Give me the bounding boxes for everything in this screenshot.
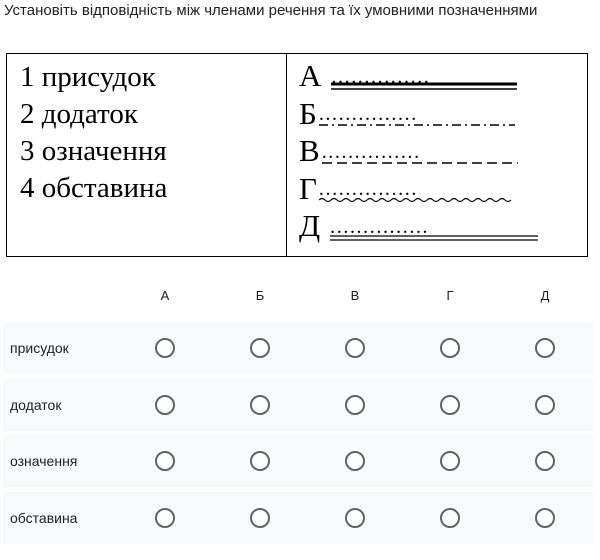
radio-button[interactable] xyxy=(535,451,555,471)
column-header: Г xyxy=(446,288,454,303)
question-image xyxy=(6,53,588,257)
symbols-list xyxy=(287,54,587,256)
radio-button[interactable] xyxy=(440,508,460,528)
row-label: присудок xyxy=(10,340,69,356)
symbol-row-c xyxy=(299,132,587,170)
column-header: В xyxy=(350,288,360,303)
column-header: А xyxy=(160,288,170,303)
row-label: обставина xyxy=(10,510,78,526)
radio-button[interactable] xyxy=(250,395,270,415)
wavy-line-icon xyxy=(319,170,519,207)
dashed-line-icon xyxy=(322,133,522,170)
symbol-letter: Д xyxy=(299,208,321,243)
radio-button[interactable] xyxy=(535,338,555,358)
symbol-letter: Г xyxy=(299,170,317,206)
row-label: означення xyxy=(10,453,78,469)
radio-button[interactable] xyxy=(250,338,270,358)
radio-button[interactable] xyxy=(345,395,365,415)
member-item: 1 присудок xyxy=(20,61,156,93)
radio-button[interactable] xyxy=(345,338,365,358)
column-header: Б xyxy=(255,288,265,303)
radio-button[interactable] xyxy=(535,508,555,528)
grid-row-prysudok xyxy=(3,322,593,374)
predicate-underline-icon: ............... xyxy=(331,58,521,95)
object-underline-icon: ............... xyxy=(319,95,519,132)
question-title: Установіть відповідність між членами речення та їх умовними позначеннями xyxy=(4,2,538,19)
radio-button[interactable] xyxy=(250,451,270,471)
symbol-row-d xyxy=(299,170,587,208)
sentence-members-list xyxy=(7,54,287,256)
radio-button[interactable] xyxy=(345,451,365,471)
radio-button[interactable] xyxy=(535,395,555,415)
row-label: додаток xyxy=(10,397,62,413)
radio-button[interactable] xyxy=(440,451,460,471)
grid-row-obstavyna xyxy=(3,492,593,544)
symbol-letter: Б xyxy=(299,95,317,131)
member-item: 3 означення xyxy=(20,135,167,167)
column-header: Д xyxy=(540,288,550,303)
double-thick-line-icon xyxy=(331,58,521,95)
radio-button[interactable] xyxy=(440,395,460,415)
adverbial-underline-icon: ............... xyxy=(330,208,540,245)
attribute-underline-icon: ............... xyxy=(322,133,522,170)
symbol-row-b xyxy=(299,95,587,133)
symbol-letter: А xyxy=(299,58,322,93)
radio-button[interactable] xyxy=(155,395,175,415)
radio-button[interactable] xyxy=(440,338,460,358)
member-item: 4 обставина xyxy=(20,172,168,204)
dash-line-icon xyxy=(319,95,519,132)
grid-row-oznachennya xyxy=(3,435,593,487)
radio-button[interactable] xyxy=(250,508,270,528)
radio-button[interactable] xyxy=(155,508,175,528)
symbol-letter: В xyxy=(299,133,320,168)
grid-row-dodatok xyxy=(3,379,593,431)
radio-button[interactable] xyxy=(155,338,175,358)
double-line-icon xyxy=(330,208,540,245)
radio-button[interactable] xyxy=(345,508,365,528)
symbol-row-a xyxy=(299,57,587,95)
member-item: 2 додаток xyxy=(20,98,138,130)
radio-button[interactable] xyxy=(155,451,175,471)
wavy-underline-icon: ............... xyxy=(319,170,519,207)
symbol-row-e xyxy=(299,207,587,245)
